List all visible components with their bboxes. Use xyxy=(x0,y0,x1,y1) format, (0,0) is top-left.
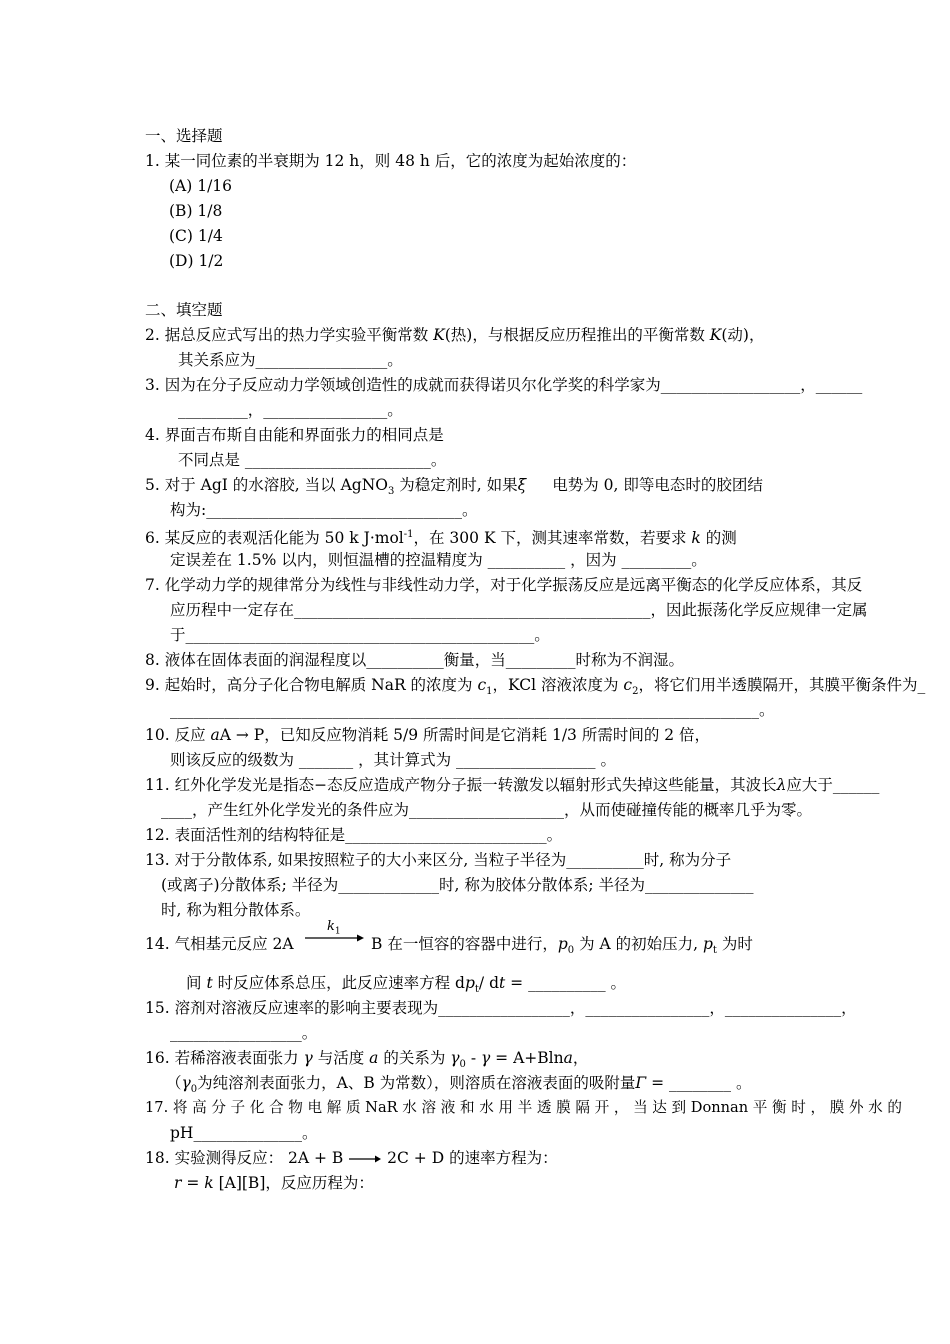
question-1-option-b: (B) 1/8 xyxy=(169,202,223,220)
question-14-line-1b: B 在一恒容的容器中进行，$p_0$ 为 A 的初始压力, $p_t$ 为时 xyxy=(371,935,753,957)
question-18-line-1: 18. 实验测得反应： 2A + B 2C + D 的速率方程为： xyxy=(145,1149,558,1167)
question-2-line-2: 其关系应为_________________。 xyxy=(178,351,403,369)
question-16-line-1: 16. 若稀溶液表面张力 γ 与活度 a 的关系为 $\gamma_0 - \gamma = A+Blna$， xyxy=(145,1049,589,1071)
question-1-option-c: (C) 1/4 xyxy=(169,227,223,245)
question-4-line-2: 不同点是 ________________________。 xyxy=(178,451,447,469)
question-17-line-1: 17. 将 高 分 子 化 合 物 电 解 质 NaR 水 溶 液 和 水 用 半 透 膜 隔 开 ， 当 达 到 Donnan 平 衡 时 ， 膜 外 水 的 xyxy=(145,1099,903,1116)
question-7-line-2: 应历程中一定存在______________________________________________，因此振荡化学反应规律一定属 xyxy=(170,601,868,619)
reaction-arrow-icon xyxy=(348,1153,382,1165)
question-12-line-1: 12. 表面活性剂的结构特征是__________________________。 xyxy=(145,826,563,844)
question-1-option-d: (D) 1/2 xyxy=(169,252,224,270)
question-13-line-3: 时, 称为粗分散体系。 xyxy=(161,901,311,919)
question-13-line-2: (或离子)分散体系; 半径为_____________时, 称为胶体分散体系; 半径为______________ xyxy=(161,876,754,894)
question-9-line-2: ____________________________________________________________________________。 xyxy=(170,701,775,719)
question-9-line-1: 9. 起始时，高分子化合物电解质 NaR 的浓度为 $c_1$，KCl 溶液浓度为 $c_2$，将它们用半透膜隔开，其膜平衡条件为_ xyxy=(145,676,926,698)
section-heading-fill-in: 二、填空题 xyxy=(145,301,223,319)
question-2-line-1: 2. 据总反应式写出的热力学实验平衡常数 K(热)，与根据反应历程推出的平衡常数 K(动)， xyxy=(145,326,765,344)
question-15-line-2: _________________。 xyxy=(170,1024,318,1042)
question-1-option-a: (A) 1/16 xyxy=(169,177,233,195)
question-3-line-1: 3. 因为在分子反应动力学领域创造性的成就而获得诺贝尔化学奖的科学家为__________________，______ xyxy=(145,376,863,394)
question-16-line-2: （$\gamma_0$为纯溶剂表面张力，A、B 为常数），则溶质在溶液表面的吸附量Γ = ________ 。 xyxy=(166,1074,752,1096)
question-1-stem: 1. 某一同位素的半衰期为 12 h，则 48 h 后，它的浓度为起始浓度的： xyxy=(145,152,637,170)
question-17-line-2: pH______________。 xyxy=(170,1124,318,1142)
question-7-line-1: 7. 化学动力学的规律常分为线性与非线性动力学，对于化学振荡反应是远离平衡态的化学反应体系，其反 xyxy=(145,576,863,594)
question-8-line-1: 8. 液体在固体表面的润湿程度以__________衡量，当_________时称为不润湿。 xyxy=(145,651,684,669)
question-18-line-2: r = k [A][B]，反应历程为： xyxy=(174,1174,374,1192)
question-3-line-2: _________，________________。 xyxy=(178,401,403,419)
question-14-line-1a: 14. 气相基元反应 2A xyxy=(145,935,294,953)
question-13-line-1: 13. 对于分散体系, 如果按照粒子的大小来区分, 当粒子半径为__________时, 称为分子 xyxy=(145,851,732,869)
rate-constant-label: $k_1$ xyxy=(327,919,341,937)
question-7-line-3: 于_____________________________________________。 xyxy=(170,626,550,644)
question-11-line-1: 11. 红外化学发光是指态−态反应造成产物分子振一转激发以辐射形式失掉这些能量，其波长λ应大于______ xyxy=(145,776,880,794)
question-6-line-2: 定误差在 1.5% 以内，则恒温槽的控温精度为 __________ ，因为 _________。 xyxy=(170,551,707,569)
question-10-line-1: 10. 反应 aA → P，已知反应物消耗 5/9 所需时间是它消耗 1/3 所需时间的 2 倍， xyxy=(145,726,711,744)
section-heading-multiple-choice: 一、选择题 xyxy=(145,127,223,145)
question-15-line-1: 15. 溶剂对溶液反应速率的影响主要表现为_________________，________________，_______________， xyxy=(145,999,857,1017)
question-5-line-2: 构为:_________________________________。 xyxy=(170,501,478,519)
question-6-line-1: 6. 某反应的表观活化能为 50 k J·mol$^{-1}$，在 300 K 下，测其速率常数，若要求 k 的测 xyxy=(145,529,737,548)
question-5-line-1: 5. 对于 AgI 的水溶胶, 当以 AgNO$_3$ 为稳定剂时, 如果ξ 电势为 0, 即等电态时的胶团结 xyxy=(145,476,763,498)
question-10-line-2: 则该反应的级数为 _______ ，其计算式为 __________________ 。 xyxy=(170,751,616,769)
question-11-line-2: ____，产生红外化学发光的条件应为____________________，从而使碰撞传能的概率几乎为零。 xyxy=(161,801,813,819)
question-14-line-2: 间 t 时反应体系总压，此反应速率方程 $dp_t/$ dt = __________ 。 xyxy=(186,974,627,996)
question-4-line-1: 4. 界面吉布斯自由能和界面张力的相同点是 xyxy=(145,426,444,444)
